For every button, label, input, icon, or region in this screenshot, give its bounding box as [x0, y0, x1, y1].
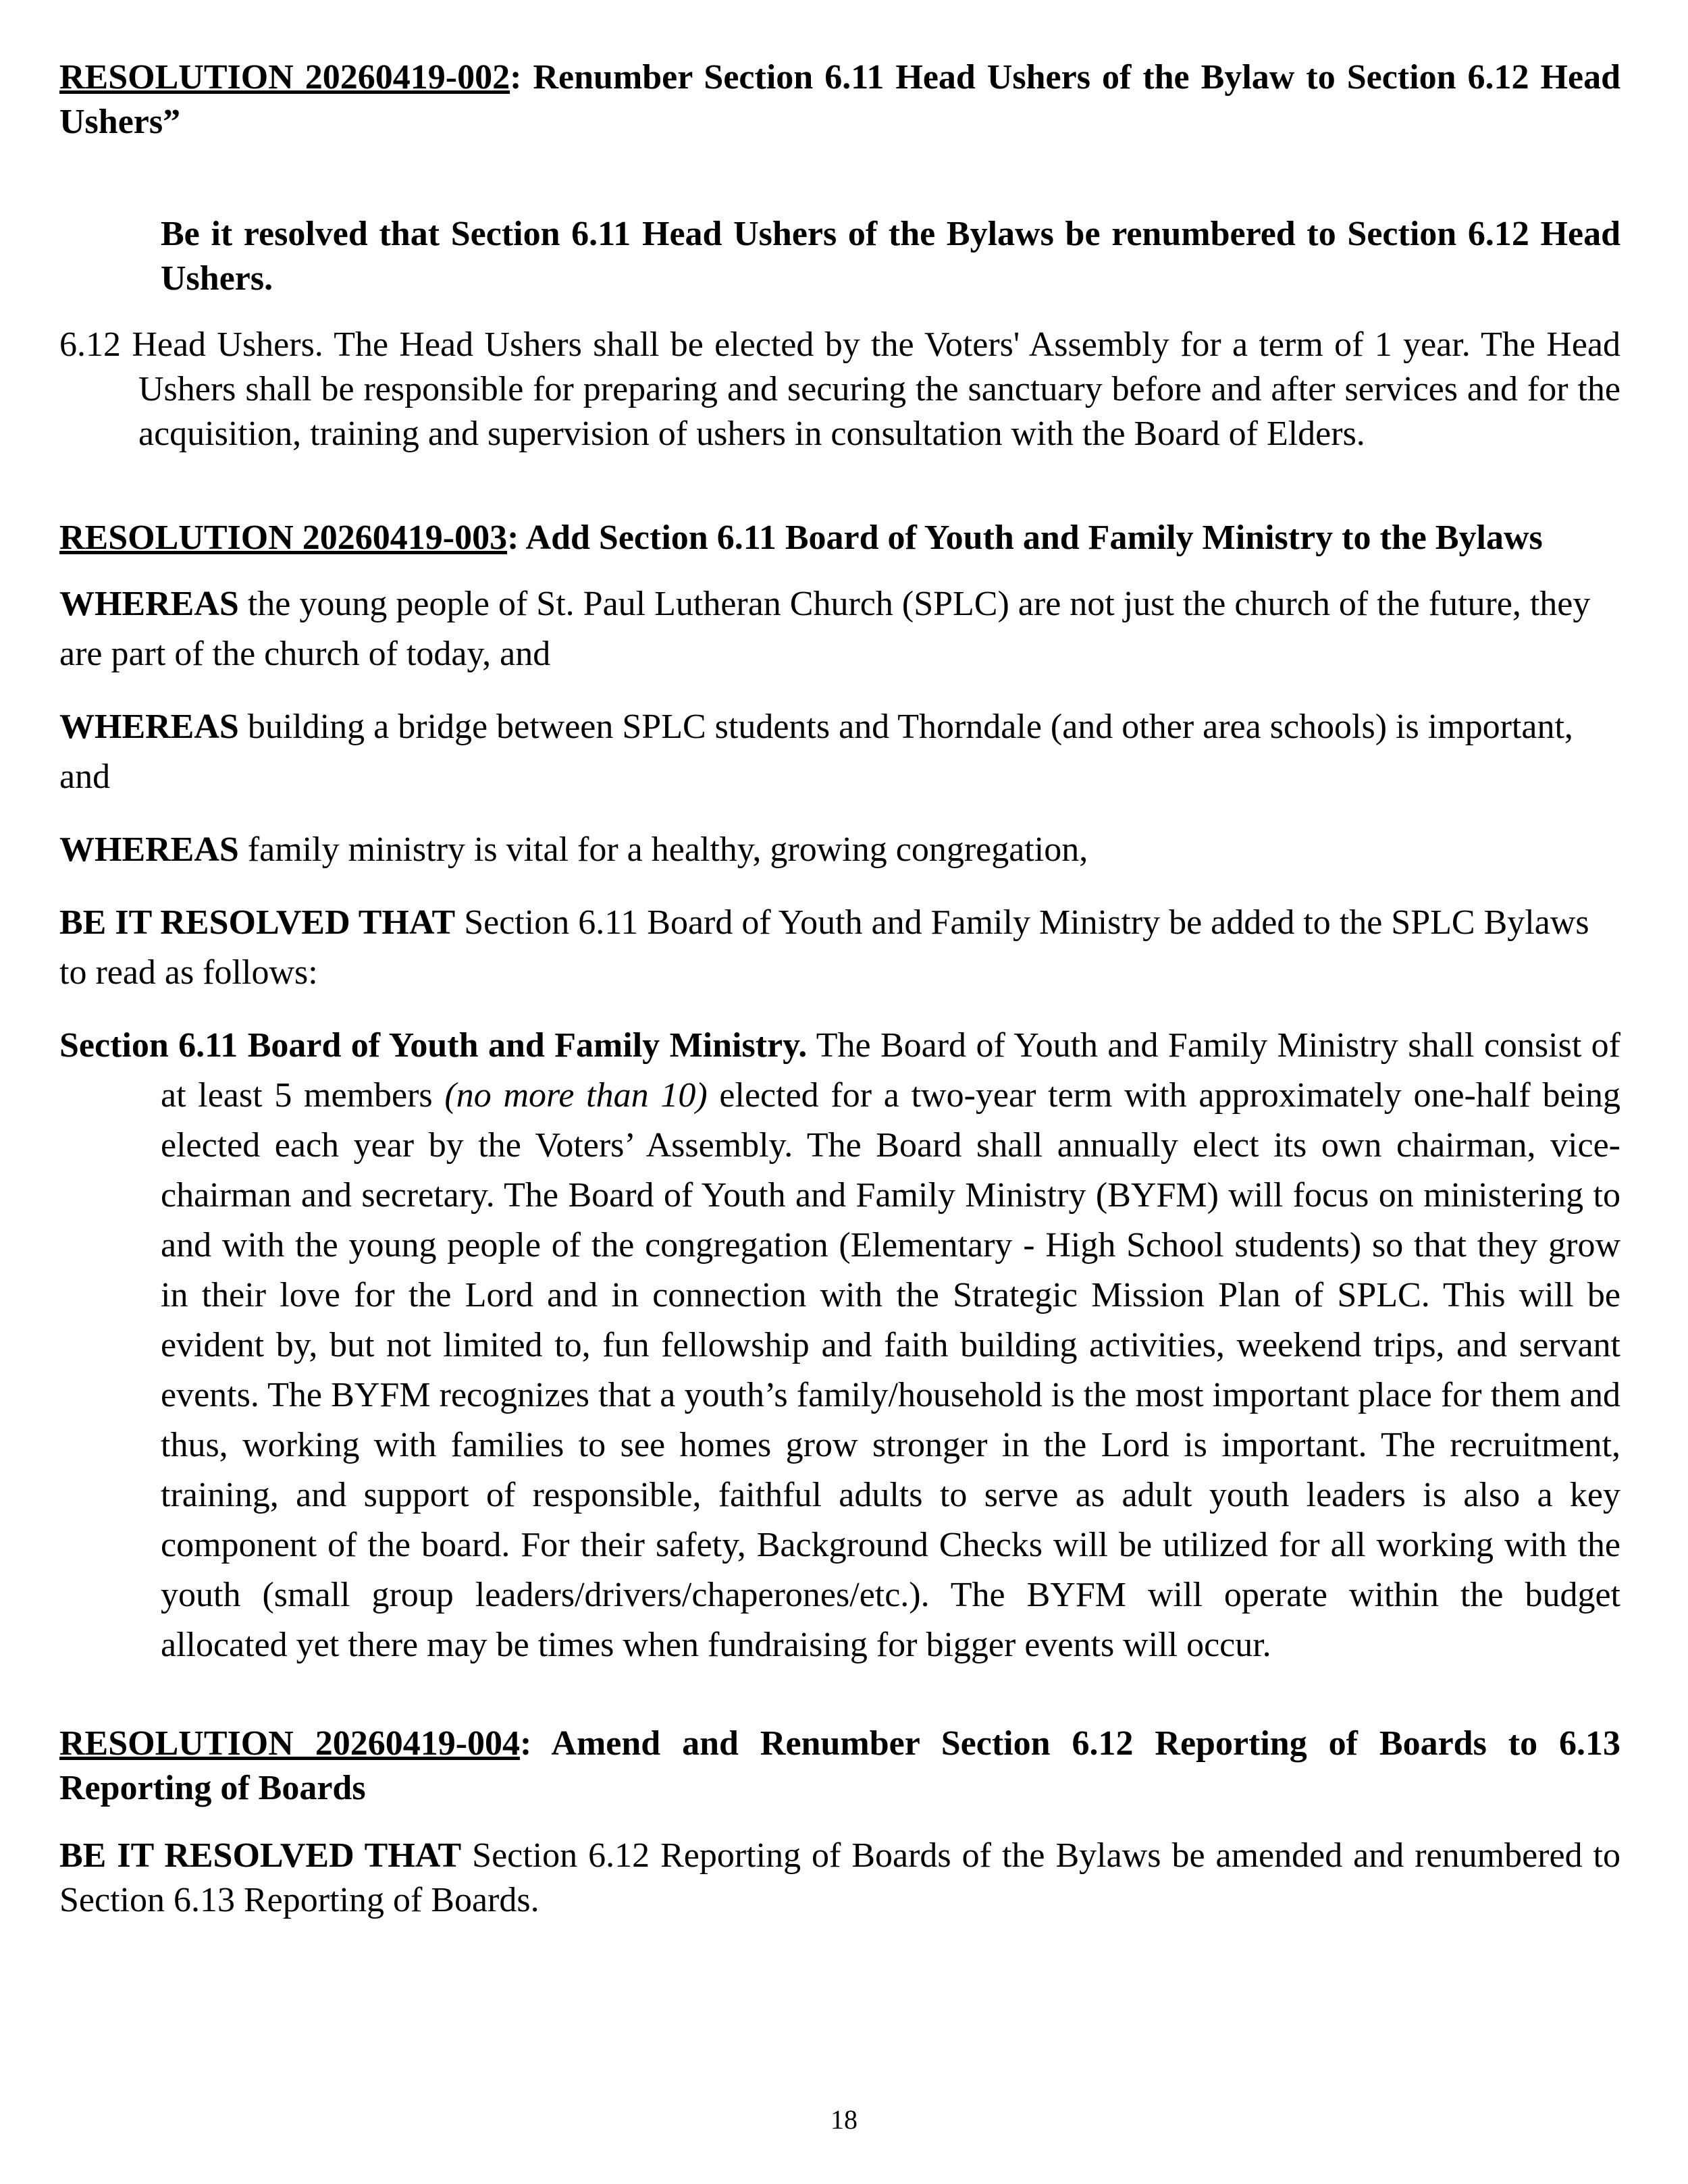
resolved-text: Section 6.12 Reporting of Boards of the Bylaws be amended and renumbered to Section 6.13 Reporting of Boards. [59, 1836, 1620, 1919]
whereas-3 [59, 825, 1620, 875]
resolved-text: Section 6.11 Board of Youth and Family Ministry be added to the SPLC Bylaws to read as follows: [59, 903, 1589, 992]
resolution-002-resolved: Be it resolved that Section 6.11 Head Ushers of the Bylaws be renumbered to Section 6.12 Head Ushers. [161, 215, 1620, 298]
resolution-003-title: Add Section 6.11 Board of Youth and Family Ministry to the Bylaws [519, 518, 1543, 557]
whereas-2-text: building a bridge between SPLC students and Thorndale (and other area schools) is important, and [59, 708, 1573, 796]
resolution-004-number: RESOLUTION 20260419-004 [59, 1724, 521, 1763]
resolved-lead: BE IT RESOLVED THAT [59, 903, 456, 942]
whereas-keyword: WHEREAS [59, 585, 239, 623]
heading-colon: : [520, 1724, 532, 1763]
section-italic: (no more than 10) [444, 1076, 708, 1115]
whereas-2 [59, 702, 1620, 802]
section-text-b: elected for a two-year term with approximately one-half being elected each year by the Voters’ Assembly. The Board shall annually elect its own chairman, vice-chairman and secretary. The Board of Youth and Family Ministry (BYFM) will focus on ministering to and with the young people of the congregation (Elementary - High School students) so that they grow in their love for the Lord and in connection with the Strategic Mission Plan of SPLC. This will be evident by, but not limited to, fun fellowship and faith building activities, weekend trips, and servant events. The BYFM recognizes that a youth’s family/household is the most important place for them and thus, working with families to see homes grow stronger in the Lord is important. The recruitment, training, and support of responsible, faithful adults to serve as adult youth leaders is also a key component of the board. For their safety, Background Checks will be utilized for all working with the youth (small group leaders/drivers/chaperones/etc.). The BYFM will operate within the budget allocated yet there may be times when fundraising for bigger events will occur. [161, 1076, 1620, 1664]
resolution-003-resolved [59, 898, 1620, 998]
heading-colon: : [510, 58, 522, 97]
resolved-lead: BE IT RESOLVED THAT [59, 1836, 462, 1875]
resolution-002-heading [59, 55, 1620, 144]
whereas-1-text: the young people of St. Paul Lutheran Church (SPLC) are not just the church of the future, they are part of the church of today, and [59, 585, 1591, 673]
resolution-003-heading [59, 516, 1620, 560]
resolution-003-number: RESOLUTION 20260419-003 [59, 518, 508, 557]
resolution-002-text [59, 323, 1620, 456]
resolution-004-resolved [59, 1834, 1620, 1923]
document-page [59, 55, 1620, 1923]
resolution-004-heading [59, 1722, 1620, 1811]
page-number: 18 [830, 2104, 858, 2135]
whereas-keyword: WHEREAS [59, 708, 239, 746]
head-ushers-text: 6.12 Head Ushers. The Head Ushers shall be elected by the Voters' Assembly for a term of 1 year. The Head Ushers shall be responsible for preparing and securing the sanctuary before and after services and for the acquisition, training and supervision of ushers in consultation with the Board of Elders. [59, 325, 1620, 453]
resolution-002-number: RESOLUTION 20260419-002 [59, 58, 510, 97]
whereas-3-text: family ministry is vital for a healthy, growing congregation, [238, 830, 1088, 869]
whereas-1 [59, 579, 1620, 679]
resolution-002-title: Renumber Section 6.11 Head Ushers of the Bylaw to Section 6.12 Head Ushers” [59, 58, 1620, 141]
whereas-keyword: WHEREAS [59, 830, 239, 869]
section-text-a: The Board of Youth and Family Ministry shall consist of at least 5 members [161, 1026, 1620, 1115]
section-6-11 [59, 1021, 1620, 1670]
resolution-004-title: Amend and Renumber Section 6.12 Reporting of Boards to 6.13 Reporting of Boards [59, 1724, 1620, 1807]
section-heading: Section 6.11 Board of Youth and Family Ministry. [59, 1026, 808, 1065]
heading-colon: : [507, 518, 519, 557]
